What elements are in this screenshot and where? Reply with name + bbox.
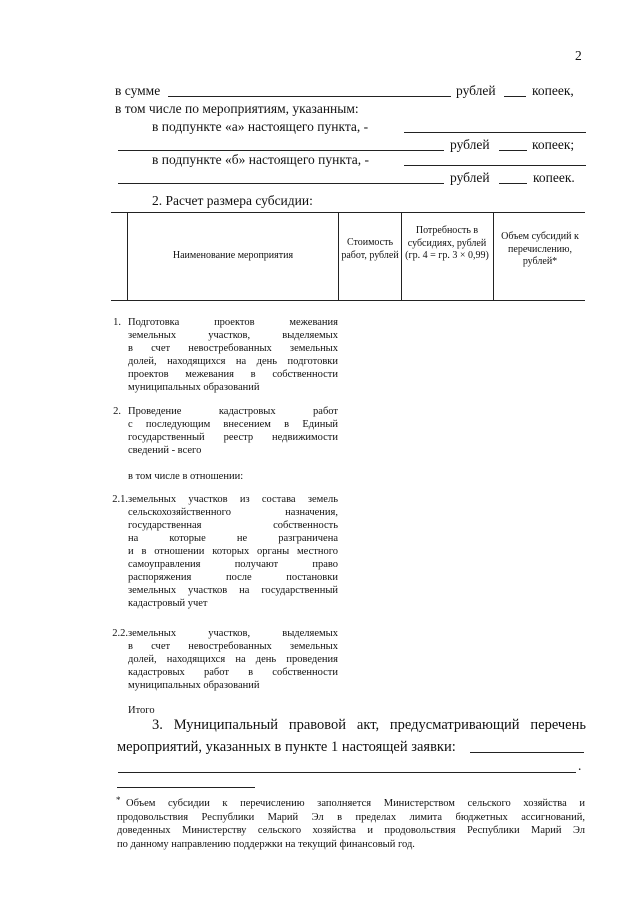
including-label: в том числе по мероприятиям, указанным:	[115, 101, 359, 116]
row-text: земельных участков из состава земель сельскохозяйственного назначения, государственная собственность на которые не разграничена и в отношении которых органы местного самоуправления получают право распоряжения после постановки земельных участков на государственный кадастровый учет	[128, 494, 338, 609]
kopeks-label: копеек,	[532, 83, 574, 98]
subpoint-a-blank-line-2	[118, 150, 444, 151]
rubles-label: рублей	[456, 83, 496, 98]
subpoint-a-blank-line-1	[404, 132, 586, 133]
row-number: 2.2.	[112, 628, 128, 639]
row-text: Итого	[128, 705, 155, 716]
kopeks-a-label: копеек;	[532, 137, 575, 152]
kopeks-blank-line	[504, 96, 526, 97]
section3-line1: 3. Муниципальный правовой акт, предусматривающий перечень	[152, 717, 586, 733]
section3-blank-line-1	[470, 752, 584, 753]
subpoint-b-blank-line-2	[118, 183, 444, 184]
row-number: 2.1.	[112, 494, 128, 505]
row-number: 1.	[113, 317, 121, 328]
kopeks-b-blank-line	[499, 183, 527, 184]
section3-blank-line-2	[118, 772, 576, 773]
sum-blank-line	[168, 96, 451, 97]
header-volume: Объем субсидий к перечислению, рублей*	[501, 231, 579, 267]
page-number: 2	[575, 48, 582, 63]
section2-title: 2. Расчет размера субсидии:	[152, 193, 313, 208]
header-cost: Стоимость работ, рублей	[341, 237, 399, 261]
row-text: Подготовка проектов межевания земельных участков, выделяемых в счет невостребованных земельных долей, находящихся на день подготовки проектов межевания в собственности муниципальных образований	[128, 317, 338, 393]
subpoint-b-label: в подпункте «б» настоящего пункта, -	[152, 152, 370, 167]
row-number: 2.	[113, 406, 121, 417]
kopeks-a-blank-line	[499, 150, 527, 151]
header-need: Потребность в субсидиях, рублей (гр. 4 = гр. 3 × 0,99)	[405, 225, 489, 261]
row-text: Проведение кадастровых работ с последующим внесением в Единый государственный реестр недвижимости сведений - всего	[128, 406, 338, 456]
subpoint-a-label: в подпункте «а» настоящего пункта, -	[152, 119, 369, 134]
section3-end-mark: .	[578, 758, 582, 773]
header-activity-name: Наименование мероприятия	[172, 250, 294, 261]
section3-line2: мероприятий, указанных в пункте 1 настоящей заявки:	[117, 739, 456, 755]
footnote-mark: *	[116, 795, 121, 805]
row-text: в том числе в отношении:	[128, 471, 244, 482]
kopeks-b-label: копеек.	[533, 170, 575, 185]
rubles-a-label: рублей	[450, 137, 490, 152]
row-text: земельных участков, выделяемых в счет невостребованных земельных долей, находящихся на день проведения кадастровых работ в собственности муниципальных образований	[128, 628, 338, 691]
footnote-divider	[117, 787, 255, 788]
sum-label: в сумме	[115, 83, 161, 98]
rubles-b-label: рублей	[450, 170, 490, 185]
footnote-text: Объем субсидии к перечислению заполняется Министерством сельского хозяйства и продовольствия Республики Марий Эл в пределах лимита бюджетных ассигнований, доведенных Министерству сельского хозяйства и продовольствия Республики Марий Эл по данному направлению поддержки на текущий финансовый год.	[117, 798, 585, 850]
subpoint-b-blank-line-1	[404, 165, 586, 166]
